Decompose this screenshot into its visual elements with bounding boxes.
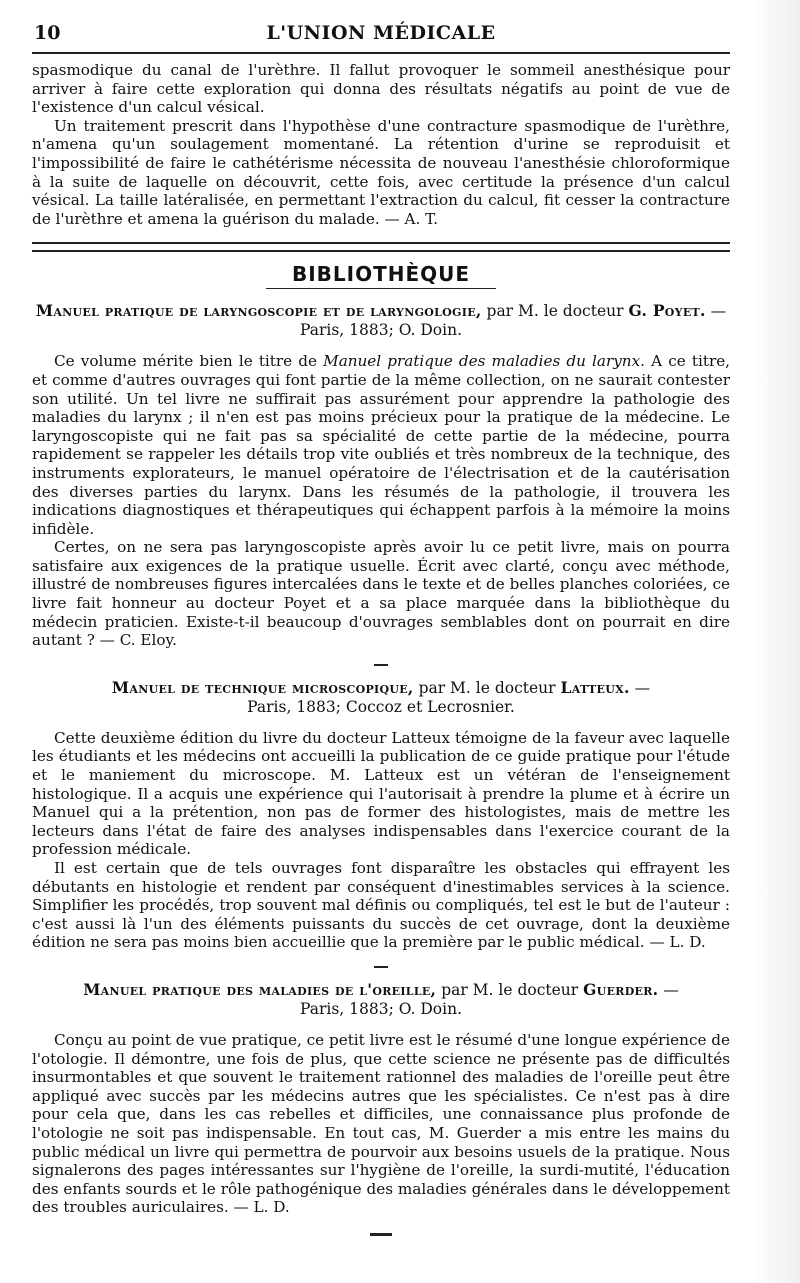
review-paragraph: Il est certain que de tels ouvrages font disparaître les obstacles qui effrayent les débutants en histologie et rendent par conséquent d'inestimables services à la science. Simplifier les procédés, trop souvent mal définis ou compliqués, tel est le but de l'auteur : c'est aussi là l'un des éléments puissants du succès de cet ouvrage, dont la deuxième édition ne sera pas moins bien accueillie que la première par le public médical. — L. D. <box>32 859 730 952</box>
review-paragraph: Cette deuxième édition du livre du docteur Latteux témoigne de la faveur avec laquelle les étudiants et les médecins ont accueilli la publication de ce guide pratique pour l'étude et le maniement du microscope. M. Latteux est un vétéran de l'enseignement histologique. Il a acquis une expérience qui l'autorisait à prendre la plume et à écrire un Manuel qui a la prétention, non pas de former des histologistes, mais de mettre les lecteurs dans l'état de faire des analyses indispensables dans l'exercice courant de la profession médicale. <box>32 728 730 859</box>
intro-paragraph: spasmodique du canal de l'urèthre. Il fallut provoquer le sommeil anesthésique pour arriver à faire cette exploration qui donna des résultats négatifs au point de vue de l'existence d'un calcul vésical. <box>32 61 730 117</box>
section-title: BIBLIOTHÈQUE <box>291 262 471 287</box>
review-book-title: Manuel pratique de laryngoscopie et de laryngologie, <box>35 301 482 321</box>
review-byline: par M. le docteur <box>441 980 579 999</box>
review-laryngoscopie <box>32 301 730 650</box>
review-paragraph: Conçu au point de vue pratique, ce petit livre est le résumé d'une longue expérience de l'otologie. Il démontre, une fois de plus, que cette science ne présente pas de difficultés insurmontables et que souvent le traitement rationnel des maladies de l'oreille peut être appliqué avec succès par les médecins autres que les spécialistes. Ce n'est pas à dire pour cela que, dans les cas rebelles et difficiles, une connaissance plus profonde de l'otologie ne soit pas indispensable. En tout cas, M. Guerder a mis entre les mains du public médical un livre qui permettra de pourvoir aux besoins usuels de la pratique. Nous signalerons des pages intéressantes sur l'hygiène de l'oreille, la surdi-mutité, l'éducation des enfants sourds et le rôle pathogénique des maladies générales dans le développement des troubles auriculaires. — L. D. <box>32 1030 730 1217</box>
page-end-mark <box>370 1233 392 1236</box>
review-imprint: Paris, 1883; O. Doin. <box>299 321 463 340</box>
page-edge-shadow <box>750 0 800 1283</box>
review-dash: — <box>634 678 651 697</box>
review-author: Guerder. <box>583 979 659 999</box>
intro-paragraph: Un traitement prescrit dans l'hypothèse d'une contracture spasmodique de l'urèthre, n'amena qu'un soulagement momentané. La rétention d'urine se reproduisit et l'impossibilité de faire le cathétérisme nécessita de nouveau l'anesthésie chloroformique à la suite de laquelle on découvrit, cette fois, avec certitude la présence d'un calcul vésical. La taille latéralisée, en permettant l'extraction du calcul, fit cesser la contracture de l'urèthre et amena la guérison du malade. — A. T. <box>32 116 730 228</box>
review-separator <box>374 966 388 968</box>
review-book-title: Manuel pratique des maladies de l'oreille, <box>83 979 437 999</box>
review-imprint: Paris, 1883; O. Doin. <box>299 999 463 1018</box>
intro-text <box>32 54 730 228</box>
page-header <box>32 18 730 54</box>
review-book-title: Manuel de technique microscopique, <box>111 677 414 697</box>
review-heading <box>32 678 730 717</box>
review-cited-title: Manuel pratique des maladies du larynx. <box>323 352 645 371</box>
review-oreille <box>32 980 730 1217</box>
review-separator <box>374 664 388 666</box>
review-dash: — <box>663 980 679 999</box>
review-heading <box>32 301 730 340</box>
section-title-underline <box>266 288 496 289</box>
review-text: Ce volume mérite bien le titre de <box>54 352 317 371</box>
review-byline: par M. le docteur <box>418 678 556 697</box>
review-body <box>32 1031 730 1217</box>
review-byline: par M. le docteur <box>486 302 624 321</box>
review-body <box>32 729 730 952</box>
review-text: A ce titre, et comme d'autres ouvrages qui font partie de la même collection, on ne saurait contester son utilité. Un tel livre ne suffirait pas assurément pour apprendre la pathologie des maladies du larynx ; il n'en est pas moins précieux pour la pratique de la médecine. Le laryngoscopiste qui ne fait pas sa spécialité de cette partie de la médecine, pourra rapidement se rappeler les détails trop vite oubliés et très nombreux de la technique, des instruments explorateurs, le manuel opératoire de l'électrisation et de la cautérisation des diverses parties du larynx. Dans les résumés de la pathologie, il trouvera les indications diagnostiques et thérapeutiques qui échappent parfois à la mémoire la moins infidèle. <box>32 352 731 538</box>
review-dash: — <box>710 302 727 321</box>
review-author: Latteux. <box>560 677 630 697</box>
review-paragraph: Certes, on ne sera pas laryngoscopiste après avoir lu ce petit livre, mais on pourra satisfaire aux exigences de la pratique usuelle. Écrit avec clarté, conçu avec méthode, illustré de nombreuses figures intercalées dans le texte et de belles planches coloriées, ce livre fait honneur au docteur Poyet et a sa place marquée dans la bibliothèque du médecin praticien. Existe-t-il beaucoup d'ouvrages semblables dont on pourrait en dire autant ? — C. Eloy. <box>32 538 730 650</box>
review-author: G. Poyet. <box>628 301 706 321</box>
review-microscopique <box>32 678 730 952</box>
review-heading <box>32 980 730 1019</box>
page-number: 10 <box>34 22 61 44</box>
review-imprint: Paris, 1883; Coccoz et Lecrosnier. <box>247 697 515 716</box>
section-divider <box>32 242 730 252</box>
review-body <box>32 352 730 650</box>
review-paragraph <box>32 352 730 538</box>
journal-title: L'UNION MÉDICALE <box>266 22 496 44</box>
